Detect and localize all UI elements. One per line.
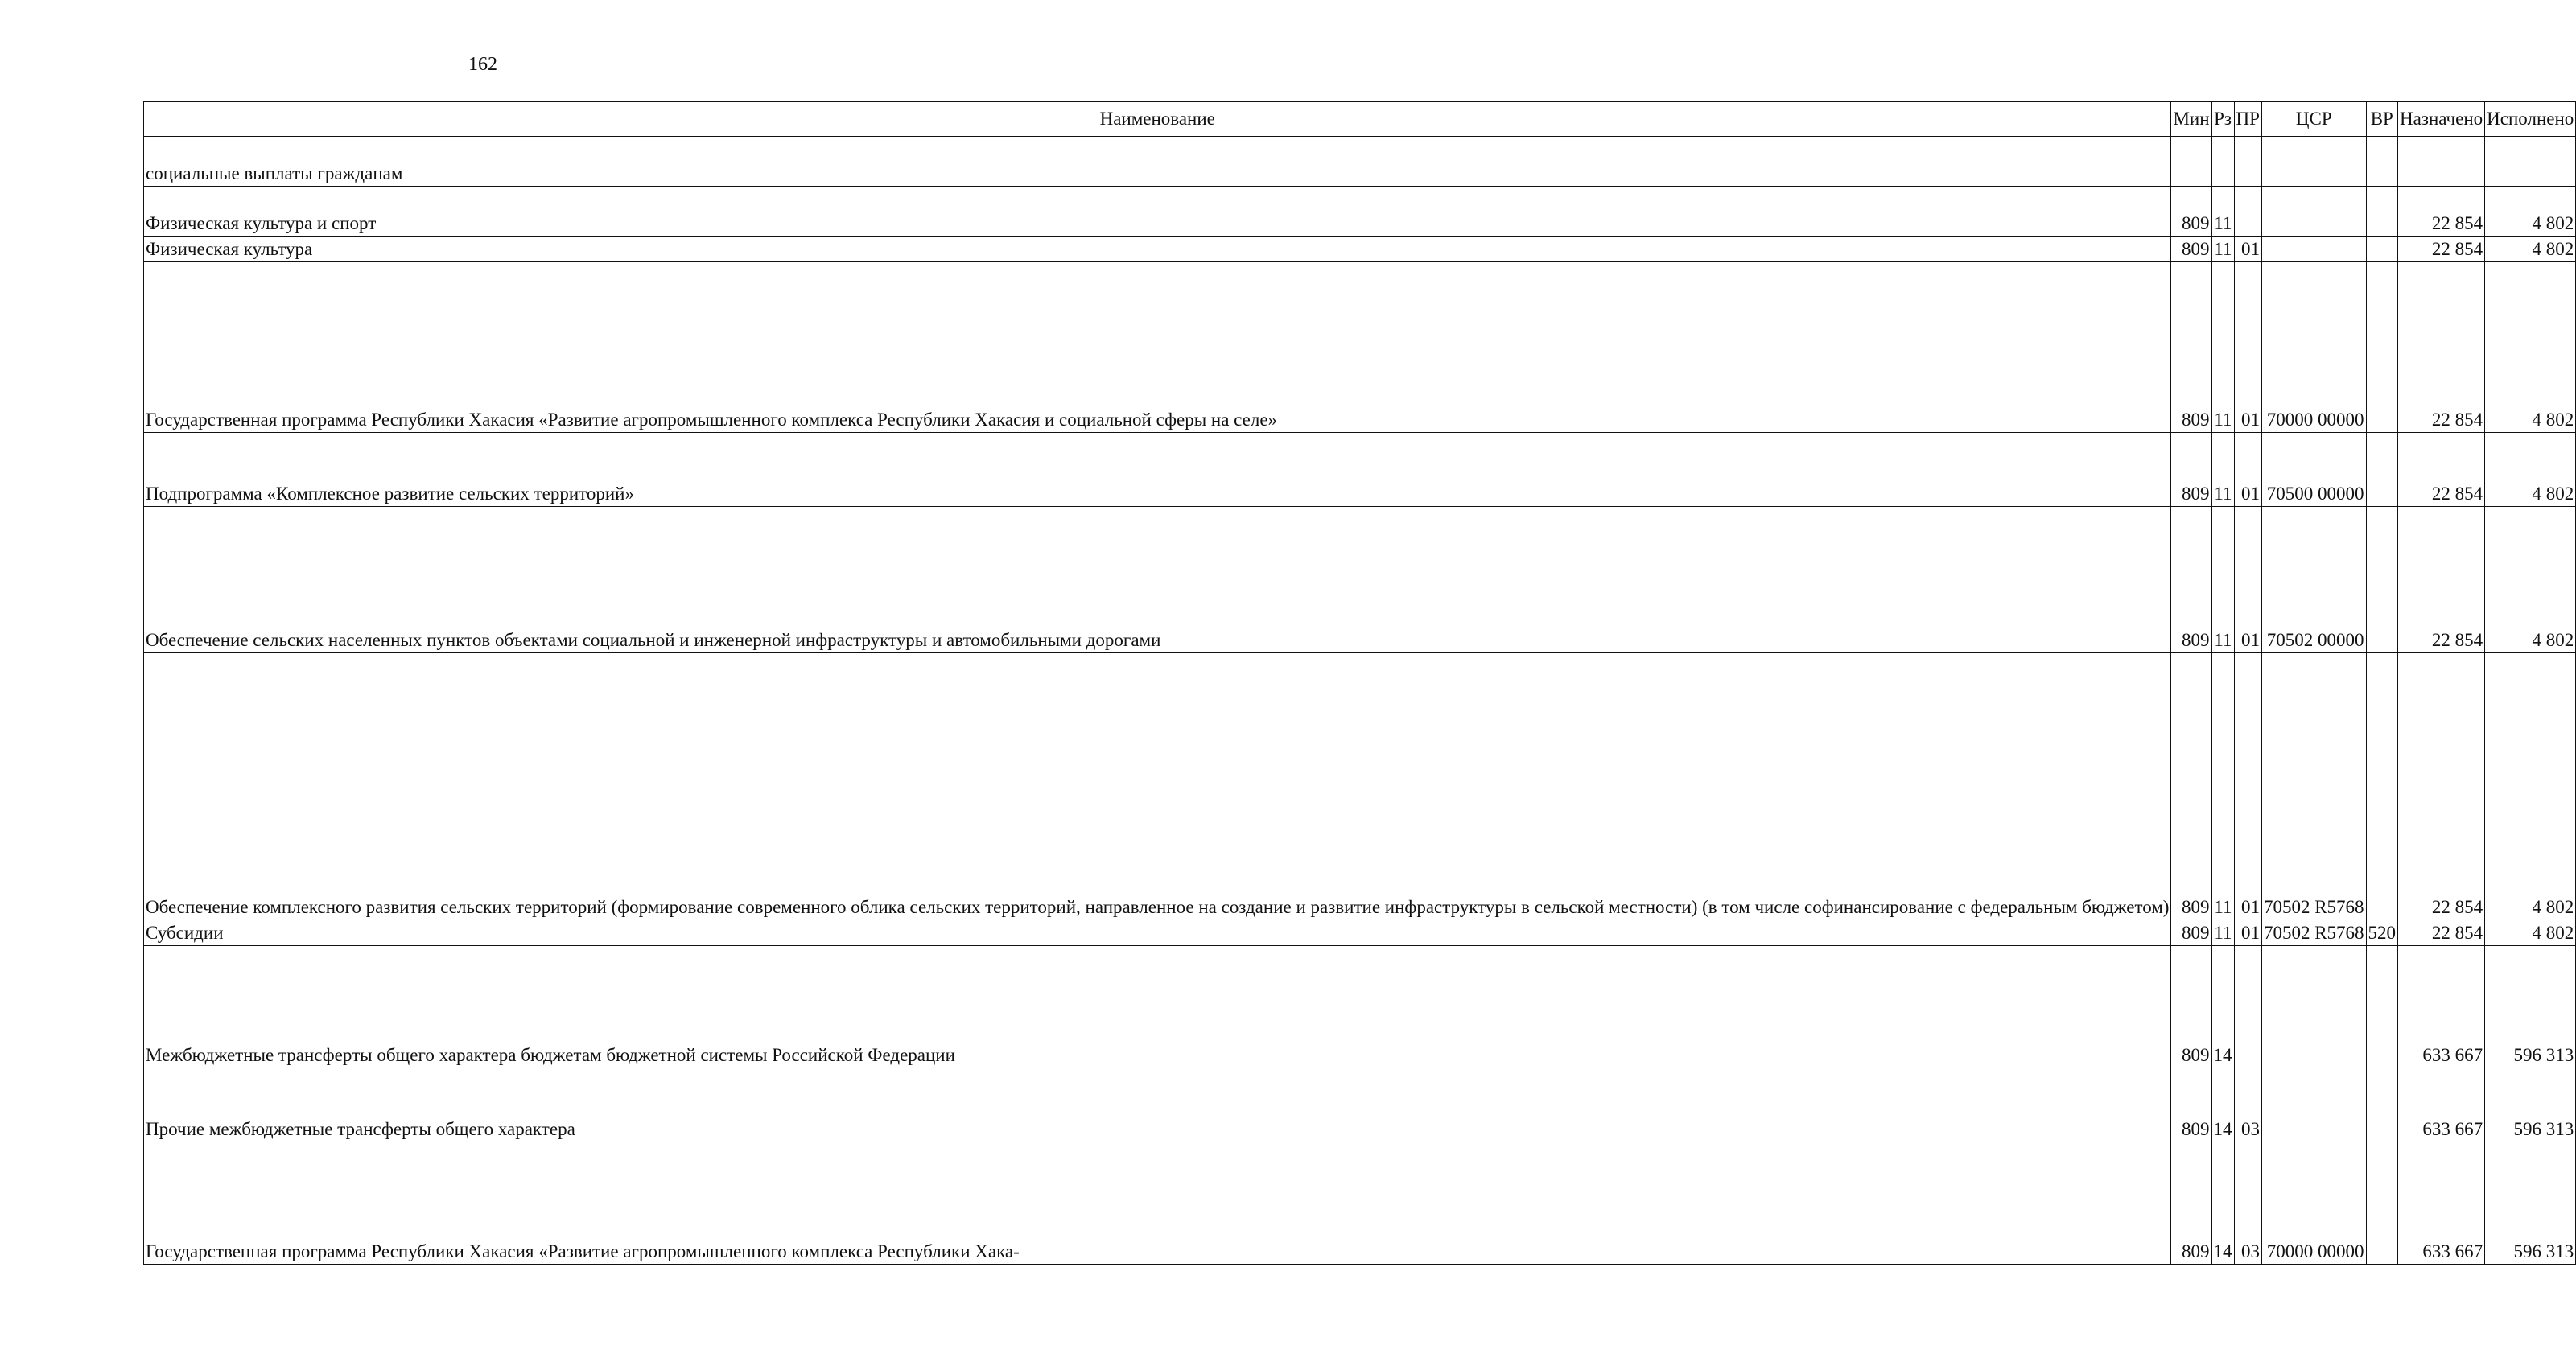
- row-executed: [2485, 137, 2576, 187]
- row-rz: 11: [2211, 262, 2234, 433]
- row-min: 809: [2171, 433, 2211, 507]
- row-vr: [2366, 433, 2398, 507]
- row-rz: 11: [2211, 237, 2234, 262]
- row-pr: [2234, 137, 2261, 187]
- row-executed: 596 313: [2485, 1068, 2576, 1142]
- row-csr: 70500 00000: [2261, 433, 2366, 507]
- header-pr: ПР: [2234, 102, 2261, 137]
- row-pr: 01: [2234, 262, 2261, 433]
- row-executed: 596 313: [2485, 1142, 2576, 1265]
- table-row: [144, 433, 2576, 507]
- header-rz: Рз: [2211, 102, 2234, 137]
- row-csr: 70502 R5768: [2261, 653, 2366, 920]
- row-min: 809: [2171, 237, 2211, 262]
- table-row: [144, 920, 2576, 946]
- row-pr: 01: [2234, 433, 2261, 507]
- row-assigned: 22 854: [2398, 433, 2485, 507]
- row-vr: [2366, 653, 2398, 920]
- budget-table: [143, 101, 2576, 1265]
- page-number: 162: [468, 54, 497, 75]
- row-rz: 14: [2211, 1068, 2234, 1142]
- row-vr: [2366, 262, 2398, 433]
- row-vr: [2366, 1142, 2398, 1265]
- row-assigned: 633 667: [2398, 1142, 2485, 1265]
- row-vr: [2366, 187, 2398, 237]
- row-assigned: 22 854: [2398, 187, 2485, 237]
- row-name: Физическая культура и спорт: [144, 187, 2171, 237]
- row-executed: 4 802: [2485, 262, 2576, 433]
- row-pr: [2234, 187, 2261, 237]
- row-csr: [2261, 137, 2366, 187]
- row-assigned: 22 854: [2398, 920, 2485, 946]
- row-rz: 11: [2211, 433, 2234, 507]
- row-pr: 03: [2234, 1068, 2261, 1142]
- row-name: социальные выплаты гражданам: [144, 137, 2171, 187]
- row-assigned: 22 854: [2398, 262, 2485, 433]
- header-executed: Исполнено: [2485, 102, 2576, 137]
- table-row: [144, 1068, 2576, 1142]
- row-min: 809: [2171, 920, 2211, 946]
- row-executed: 4 802: [2485, 507, 2576, 653]
- row-rz: 11: [2211, 920, 2234, 946]
- row-rz: [2211, 137, 2234, 187]
- row-assigned: 633 667: [2398, 946, 2485, 1068]
- row-min: 809: [2171, 187, 2211, 237]
- row-csr: 70502 00000: [2261, 507, 2366, 653]
- row-executed: 4 802: [2485, 653, 2576, 920]
- row-csr: 70502 R5768: [2261, 920, 2366, 946]
- row-min: 809: [2171, 946, 2211, 1068]
- table-row: [144, 1142, 2576, 1265]
- row-rz: 14: [2211, 946, 2234, 1068]
- header-min: Мин: [2171, 102, 2211, 137]
- row-vr: [2366, 1068, 2398, 1142]
- row-min: 809: [2171, 262, 2211, 433]
- row-vr: [2366, 237, 2398, 262]
- row-pr: 01: [2234, 507, 2261, 653]
- row-rz: 11: [2211, 507, 2234, 653]
- row-vr: [2366, 507, 2398, 653]
- row-name: Субсидии: [144, 920, 2171, 946]
- row-csr: [2261, 1068, 2366, 1142]
- row-assigned: 633 667: [2398, 1068, 2485, 1142]
- row-pr: 01: [2234, 920, 2261, 946]
- row-name: Обеспечение комплексного развития сельских территорий (формирование современного облика сельских территорий, направленное на создание и развитие инфраструктуры в сельской местности) (в том числе софинансирование с федеральным бюджетом): [144, 653, 2171, 920]
- row-vr: [2366, 137, 2398, 187]
- table-row: [144, 187, 2576, 237]
- row-name: Подпрограмма «Комплексное развитие сельских территорий»: [144, 433, 2171, 507]
- table-row: [144, 137, 2576, 187]
- row-csr: [2261, 237, 2366, 262]
- row-name: Государственная программа Республики Хакасия «Развитие агропромышленного комплекса Республики Хака-: [144, 1142, 2171, 1265]
- row-pr: 03: [2234, 1142, 2261, 1265]
- row-assigned: [2398, 137, 2485, 187]
- row-min: 809: [2171, 507, 2211, 653]
- row-name: Межбюджетные трансферты общего характера бюджетам бюджетной системы Российской Федерации: [144, 946, 2171, 1068]
- row-assigned: 22 854: [2398, 237, 2485, 262]
- row-csr: [2261, 187, 2366, 237]
- row-rz: 14: [2211, 1142, 2234, 1265]
- row-min: [2171, 137, 2211, 187]
- row-vr: 520: [2366, 920, 2398, 946]
- header-assigned: Назначено: [2398, 102, 2485, 137]
- row-pr: 01: [2234, 653, 2261, 920]
- table-row: [144, 262, 2576, 433]
- row-vr: [2366, 946, 2398, 1068]
- row-min: 809: [2171, 1142, 2211, 1265]
- row-pr: 01: [2234, 237, 2261, 262]
- row-rz: 11: [2211, 653, 2234, 920]
- table-row: [144, 946, 2576, 1068]
- row-executed: 4 802: [2485, 237, 2576, 262]
- row-executed: 4 802: [2485, 187, 2576, 237]
- header-row: [144, 102, 2576, 137]
- row-csr: [2261, 946, 2366, 1068]
- row-name: Прочие межбюджетные трансферты общего характера: [144, 1068, 2171, 1142]
- row-name: Государственная программа Республики Хакасия «Развитие агропромышленного комплекса Республики Хакасия и социальной сферы на селе»: [144, 262, 2171, 433]
- table-row: [144, 653, 2576, 920]
- row-executed: 596 313: [2485, 946, 2576, 1068]
- row-name: Физическая культура: [144, 237, 2171, 262]
- row-min: 809: [2171, 1068, 2211, 1142]
- row-assigned: 22 854: [2398, 507, 2485, 653]
- row-csr: 70000 00000: [2261, 1142, 2366, 1265]
- row-name: Обеспечение сельских населенных пунктов объектами социальной и инженерной инфраструктуры и автомобильными дорогами: [144, 507, 2171, 653]
- row-assigned: 22 854: [2398, 653, 2485, 920]
- header-vr: ВР: [2366, 102, 2398, 137]
- row-rz: 11: [2211, 187, 2234, 237]
- row-min: 809: [2171, 653, 2211, 920]
- row-executed: 4 802: [2485, 920, 2576, 946]
- row-executed: 4 802: [2485, 433, 2576, 507]
- header-csr: ЦСР: [2261, 102, 2366, 137]
- table-row: [144, 237, 2576, 262]
- row-csr: 70000 00000: [2261, 262, 2366, 433]
- row-pr: [2234, 946, 2261, 1068]
- header-name: Наименование: [144, 102, 2171, 137]
- table-row: [144, 507, 2576, 653]
